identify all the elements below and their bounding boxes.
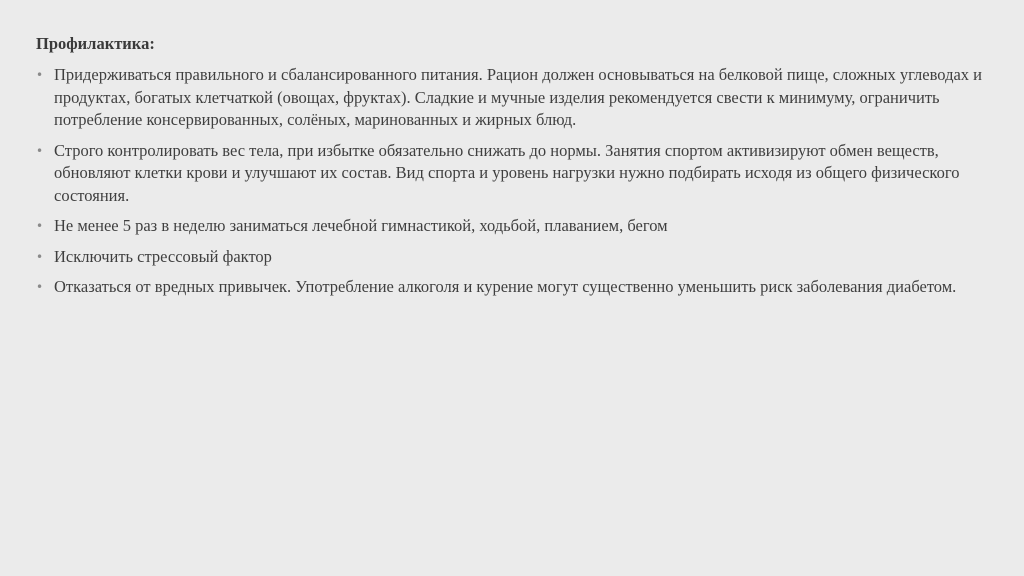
- bullet-icon: •: [36, 68, 44, 82]
- bullet-icon: •: [36, 219, 44, 233]
- bullet-item-habits: [36, 276, 996, 299]
- bullet-item-weight: [36, 140, 996, 208]
- bullet-list: [36, 64, 996, 307]
- bullet-icon: •: [36, 143, 44, 158]
- bullet-item-stress: [36, 246, 996, 269]
- bullet-item-diet: [36, 64, 996, 132]
- slide-heading: Профилактика:: [36, 34, 155, 53]
- bullet-icon: •: [36, 249, 44, 264]
- bullet-icon: •: [36, 280, 44, 294]
- bullet-text: Строго контролировать вес тела, при избытке обязательно снижать до нормы. Занятия спортом активизируют обмен веществ, обновляют клетки крови и улучшают их состав. Вид спорта и уровень нагрузки нужно подбирать исходя из общего физического состояния.: [54, 140, 960, 205]
- bullet-text: Не менее 5 раз в неделю заниматься лечебной гимнастикой, ходьбой, плаванием, бегом: [54, 216, 668, 235]
- bullet-item-exercise: [36, 215, 996, 238]
- bullet-text: Придерживаться правильного и сбалансированного питания. Рацион должен основываться на белковой пище, сложных углеводах и продуктах, богатых клетчаткой (овощах, фруктах). Сладкие и мучные изделия рекомендуется свести к минимуму, ограничить потребление консервированных, солёных, маринованных и жирных блюд.: [54, 65, 982, 129]
- bullet-text: Исключить стрессовый фактор: [54, 246, 272, 266]
- bullet-text: Отказаться от вредных привычек. Употребление алкоголя и курение могут существенно уменьшить риск заболевания диабетом.: [54, 277, 957, 296]
